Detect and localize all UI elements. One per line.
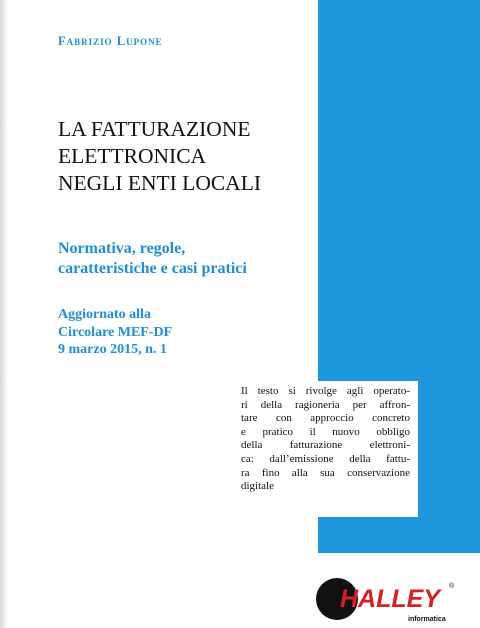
spine-shadow bbox=[0, 0, 8, 628]
subtitle-line: caratteristiche e casi pratici bbox=[58, 260, 247, 277]
abstract-line: della fatturazione elettroni- bbox=[241, 439, 410, 452]
registered-mark: ® bbox=[449, 583, 455, 590]
logo-wordmark: HALLEY bbox=[340, 585, 440, 613]
subtitle-line: Normativa, regole, bbox=[58, 240, 186, 257]
update-line: Aggiornato alla bbox=[58, 307, 151, 322]
abstract-line: digitale bbox=[241, 480, 274, 493]
abstract-line: Il testo si rivolge agli operato- bbox=[241, 385, 410, 397]
update-line: 9 marzo 2015, n. 1 bbox=[58, 342, 167, 357]
title-line: LA FATTURAZIONE bbox=[58, 117, 251, 141]
update-line: Circolare MEF-DF bbox=[58, 324, 173, 340]
title-line: NEGLI ENTI LOCALI bbox=[58, 171, 262, 195]
abstract-line: ca: dall’emissione della fattu- bbox=[241, 452, 410, 465]
publisher-logo bbox=[316, 578, 464, 628]
logo-subtext: informatica bbox=[408, 616, 446, 623]
author-name: Fabrizio Lupone bbox=[58, 34, 163, 48]
abstract-line: ra fino alla sua conservazione bbox=[241, 466, 410, 479]
book-title bbox=[58, 116, 318, 197]
abstract-line: ri della ragioneria per affron- bbox=[241, 398, 410, 411]
update-note bbox=[58, 306, 313, 359]
abstract-box bbox=[232, 381, 418, 517]
abstract-line: tare con approccio concreto bbox=[241, 412, 410, 425]
book-subtitle bbox=[58, 239, 313, 279]
abstract-text bbox=[232, 381, 418, 494]
abstract-line: e pratico il nuovo obbligo bbox=[241, 425, 410, 438]
title-line: ELETTRONICA bbox=[58, 144, 207, 168]
